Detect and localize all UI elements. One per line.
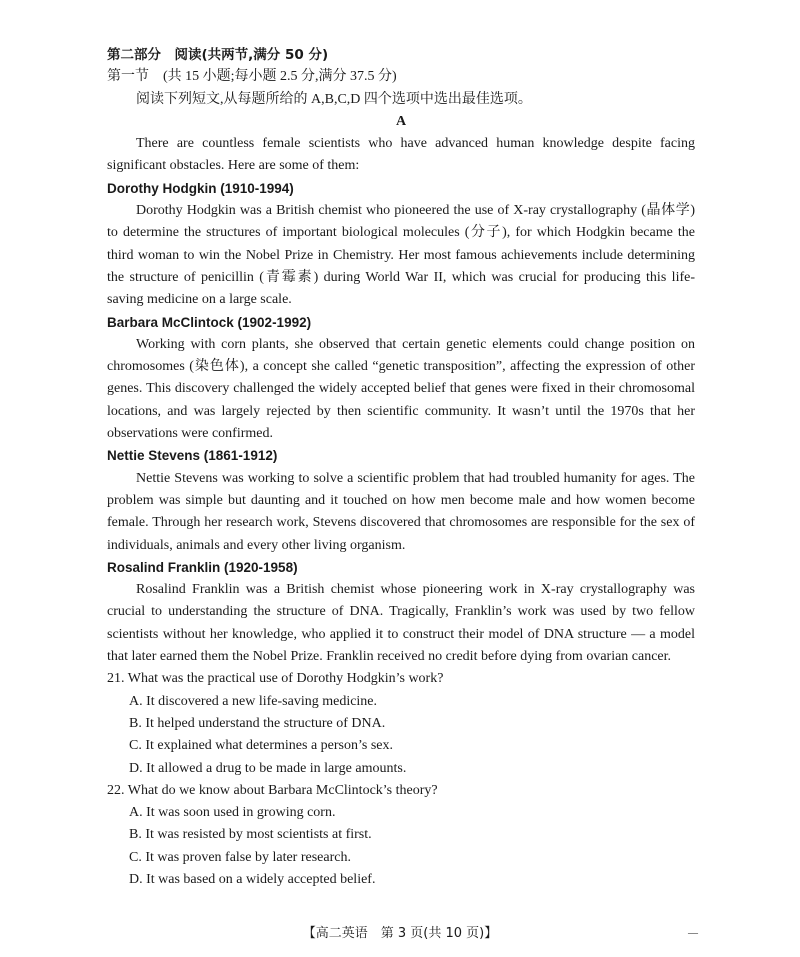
scientist-name: Barbara McClintock (1902-1992)	[107, 314, 312, 330]
passage-label: A	[395, 113, 407, 129]
answer-option: B. It helped understand the structure of DNA.	[129, 715, 386, 731]
scientist-paragraph: Working with corn plants, she observed that certain genetic elements could change position on chromosomes (染色体), a concept she called “genetic transposition”, affecting the expression of other genes. This discovery challenged the widely accepted belief that genes were fixed in their chromosomal locations, and was largely rejected by then scientific community. It wasn’t until the 1970s that her observations were confirmed.	[107, 336, 695, 442]
corner-mark: —	[688, 928, 698, 939]
scientist-name: Rosalind Franklin (1920-1958)	[107, 559, 298, 575]
scientist-paragraph: Nettie Stevens was working to solve a scientific problem that had troubled humanity for ages. The problem was simple but daunting and it touched on how men become male and how women become female. Through her research work, Stevens discovered that chromosomes are responsible for the sex of individuals, animals and every other living organism.	[107, 470, 695, 553]
answer-option: C. It explained what determines a person’s sex.	[129, 738, 393, 754]
scientist-paragraph: Dorothy Hodgkin was a British chemist who pioneered the use of X-ray crystallography (晶体学) to determine the structures of important biological molecules (分子), for which Hodgkin became the third woman to win the Nobel Prize in Chemistry. Her most famous achievements include determining the structure of penicillin (青霉素) during World War II, which was crucial for producing this life-saving medicine on a large scale.	[107, 203, 695, 308]
answer-option: D. It was based on a widely accepted belief.	[129, 871, 376, 887]
answer-option: D. It allowed a drug to be made in large amounts.	[129, 760, 407, 776]
answer-option: A. It discovered a new life-saving medicine.	[129, 693, 378, 709]
page-footer: 【高二英语 第 3 页(共 10 页)】	[302, 926, 498, 941]
exam-page	[107, 44, 695, 891]
scientist-name: Nettie Stevens (1861-1912)	[107, 448, 278, 464]
scientist-name: Dorothy Hodgkin (1910-1994)	[107, 180, 294, 196]
answer-option: A. It was soon used in growing corn.	[129, 805, 336, 821]
part-title: 第二部分 阅读(共两节,满分 50 分)	[107, 47, 329, 63]
question-stem: 21. What was the practical use of Dorothy Hodgkin’s work?	[107, 671, 444, 687]
answer-option: B. It was resisted by most scientists at first.	[129, 827, 372, 843]
section-subtitle: 第一节 (共 15 小题;每小题 2.5 分,满分 37.5 分)	[107, 69, 397, 85]
scientist-paragraph: Rosalind Franklin was a British chemist whose pioneering work in X-ray crystallography was crucial to understanding the structure of DNA. Tragically, Franklin’s work was used by two fellow scientists without her knowledge, who applied it to construct their model of DNA structure — a model that later earned them the Nobel Prize. Franklin received no credit before dying from ovarian cancer.	[107, 582, 695, 665]
question-stem: 22. What do we know about Barbara McClintock’s theory?	[107, 782, 438, 798]
passage-intro: There are countless female scientists who have advanced human knowledge despite facing significant obstacles. Here are some of them:	[107, 136, 695, 174]
answer-option: C. It was proven false by later research.	[129, 849, 351, 865]
instruction: 阅读下列短文,从每题所给的 A,B,C,D 四个选项中选出最佳选项。	[136, 91, 532, 107]
